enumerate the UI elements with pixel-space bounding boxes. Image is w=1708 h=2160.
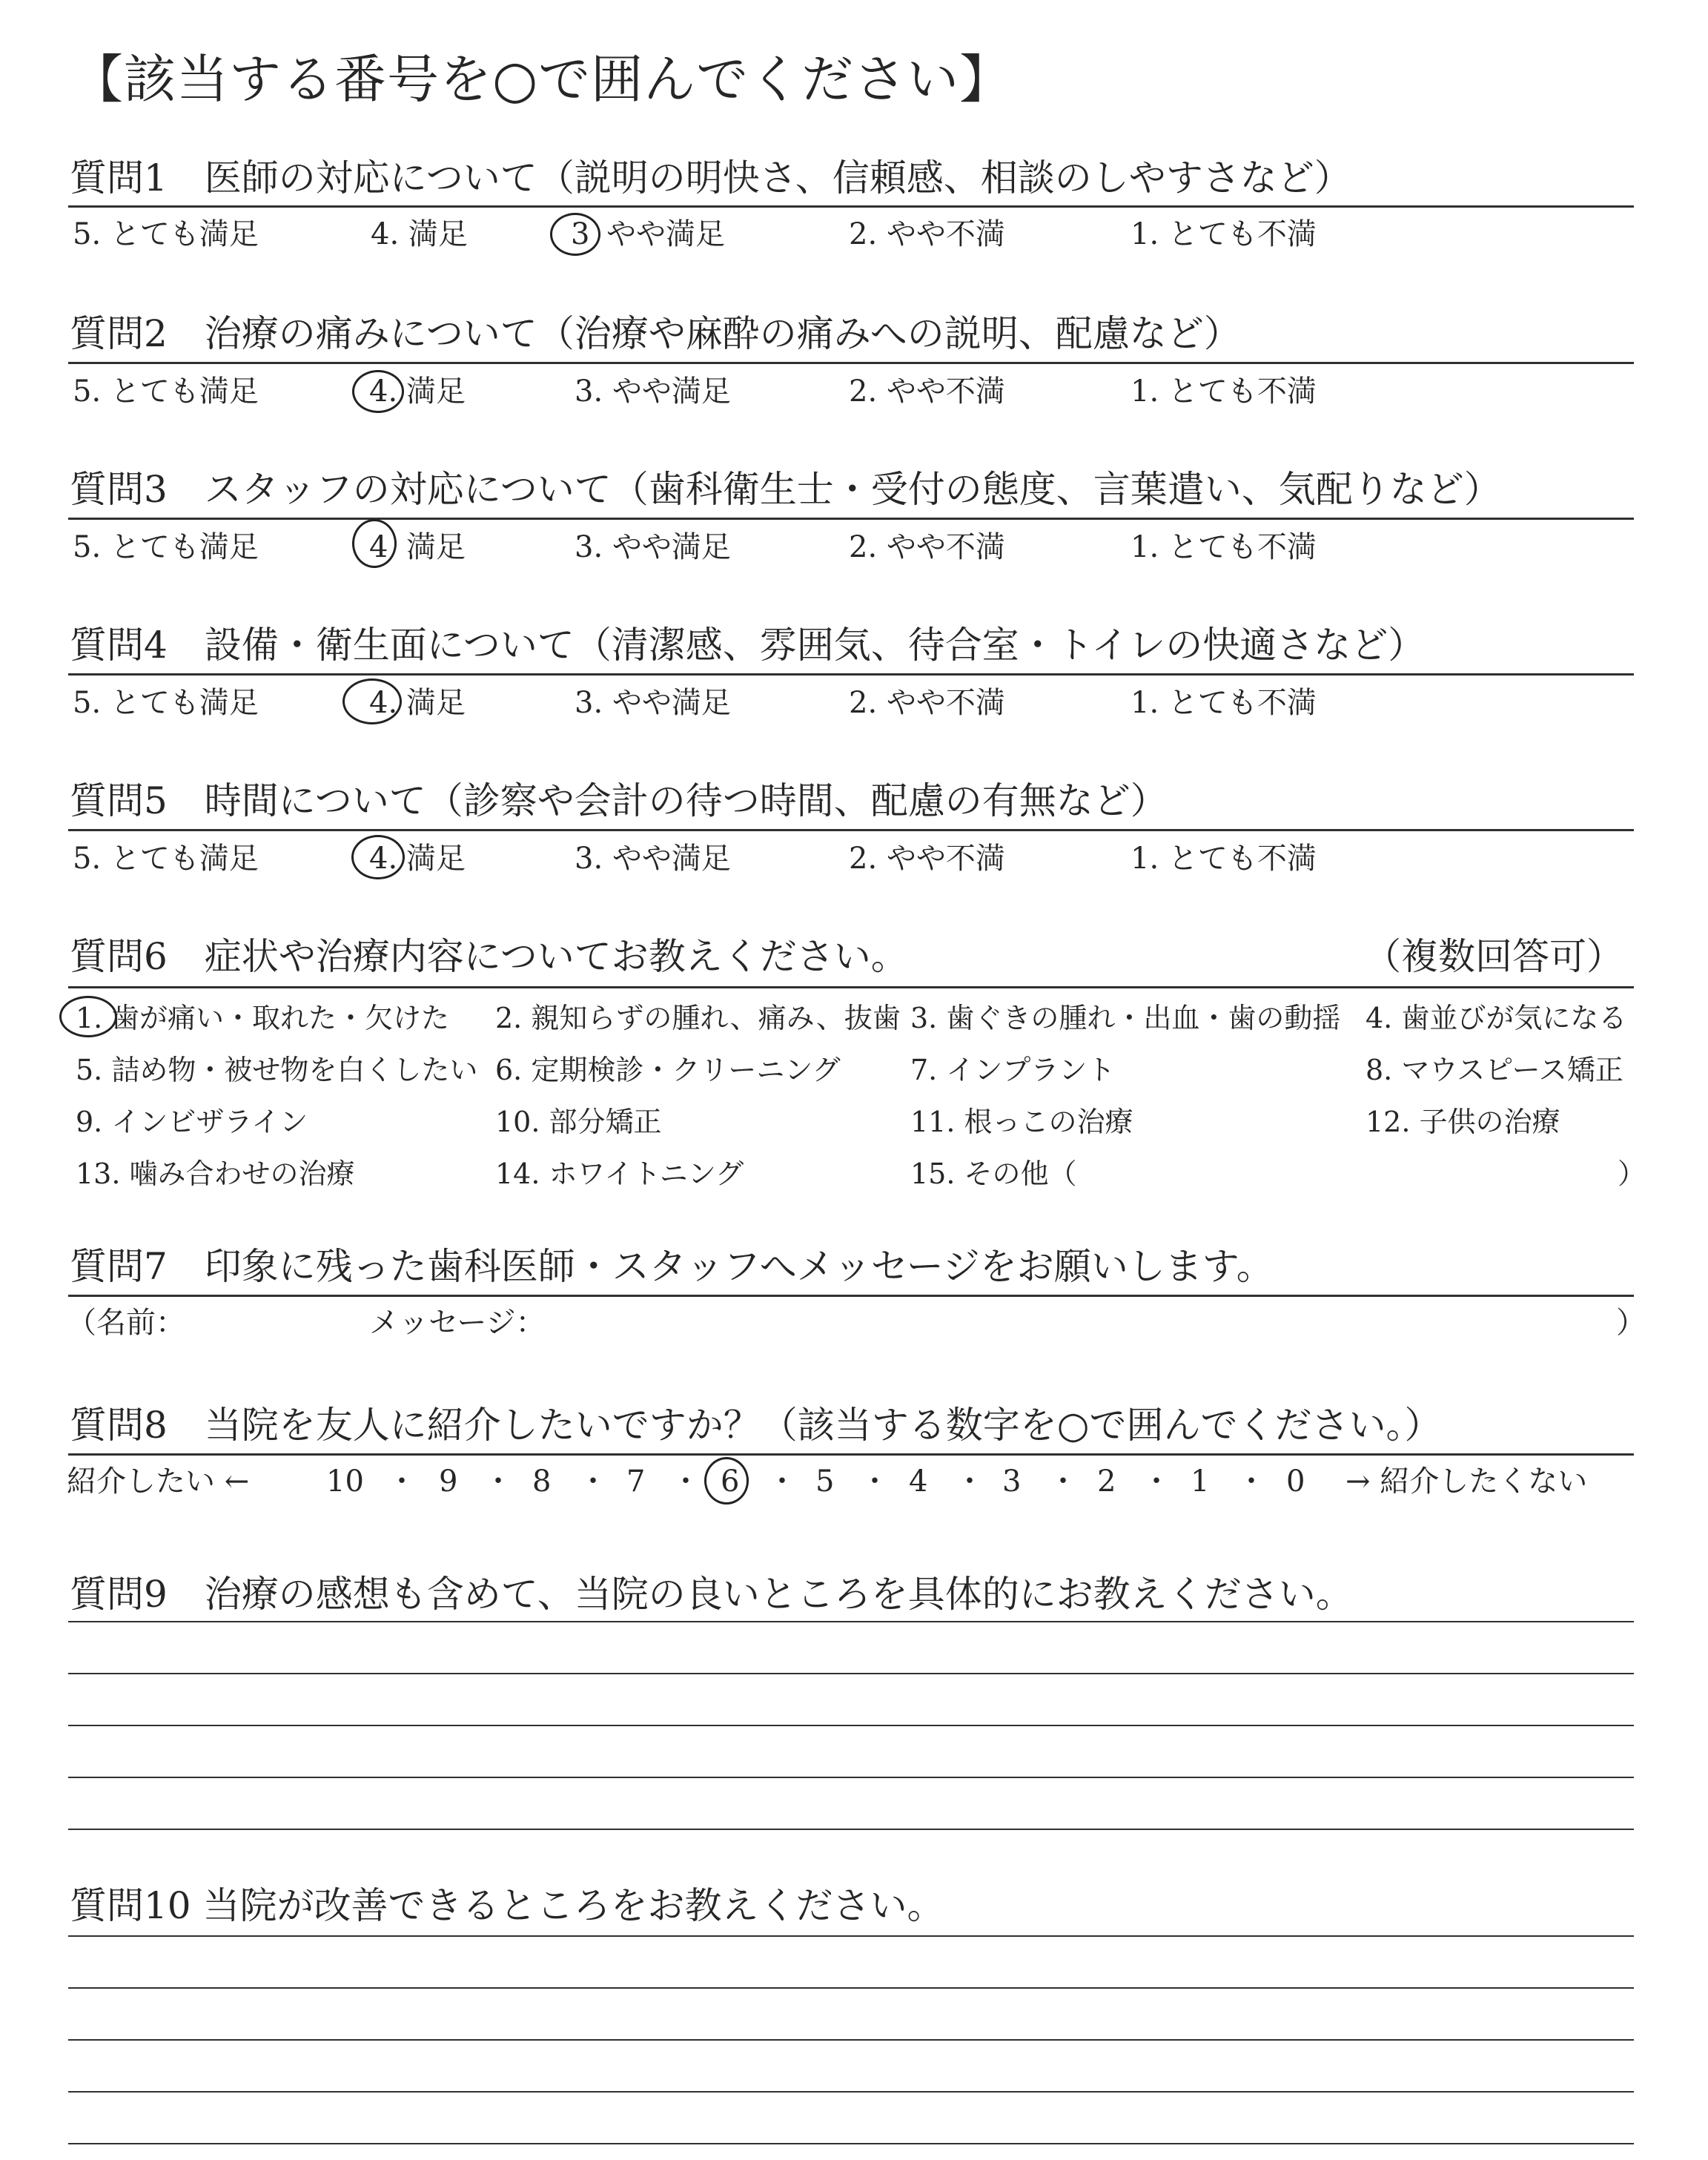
- q5-option-2[interactable]: 2. やや不満: [849, 842, 1005, 876]
- selection-circle: [352, 519, 397, 568]
- q8-separator: ・: [1048, 1464, 1078, 1499]
- question-4-title: 質問4 設備・衛生面について（清潔感、雰囲気、待合室・トイレの快適さなど）: [70, 624, 1426, 667]
- divider: [68, 1453, 1634, 1456]
- selection-circle: [351, 835, 405, 879]
- q6-item-11[interactable]: 11. 根っこの治療: [910, 1106, 1133, 1138]
- q5-option-4-label[interactable]: 満足: [406, 842, 466, 876]
- selection-circle: [342, 678, 402, 724]
- q2-option-5[interactable]: 5. とても満足: [73, 374, 259, 409]
- answer-line[interactable]: [68, 2143, 1634, 2144]
- q6-item-8[interactable]: 8. マウスピース矯正: [1366, 1054, 1623, 1086]
- answer-line[interactable]: [68, 1829, 1634, 1830]
- q7-close-paren: ）: [1616, 1306, 1646, 1340]
- q5-option-1[interactable]: 1. とても不満: [1131, 842, 1317, 876]
- q4-option-4-number[interactable]: 4.: [369, 686, 398, 720]
- answer-line[interactable]: [68, 1987, 1634, 1989]
- q4-option-2[interactable]: 2. やや不満: [849, 686, 1005, 720]
- q3-option-4-label[interactable]: 満足: [406, 530, 466, 564]
- answer-line[interactable]: [68, 2039, 1634, 2041]
- q8-score-7[interactable]: 7: [626, 1464, 646, 1499]
- q5-option-5[interactable]: 5. とても満足: [73, 842, 259, 876]
- q6-item-7[interactable]: 7. インプラント: [910, 1054, 1116, 1086]
- q8-right-label: → 紹介したくない: [1345, 1464, 1588, 1499]
- question-9-title: 質問9 治療の感想も含めて、当院の良いところを具体的にお教えください。: [70, 1573, 1353, 1616]
- q8-score-9[interactable]: 9: [439, 1464, 458, 1499]
- q4-option-3[interactable]: 3. やや満足: [575, 686, 731, 720]
- q6-item-12[interactable]: 12. 子供の治療: [1366, 1106, 1560, 1138]
- q2-option-2[interactable]: 2. やや不満: [849, 374, 1005, 409]
- q4-option-4-label[interactable]: 満足: [406, 686, 466, 720]
- q5-option-3[interactable]: 3. やや満足: [575, 842, 731, 876]
- q8-score-0[interactable]: 0: [1286, 1464, 1305, 1499]
- q6-item-1-label[interactable]: 歯が痛い・取れた・欠けた: [111, 1002, 450, 1034]
- q7-name-label: （名前：: [67, 1306, 185, 1340]
- q2-option-4-number[interactable]: 4.: [369, 374, 398, 409]
- divider: [68, 1295, 1634, 1297]
- q6-item-5[interactable]: 5. 詰め物・被せ物を白くしたい: [76, 1054, 478, 1086]
- selection-circle: [352, 370, 404, 413]
- divider: [68, 986, 1634, 988]
- q7-message-label: メッセージ：: [369, 1306, 546, 1340]
- q3-option-3[interactable]: 3. やや満足: [575, 530, 731, 564]
- divider: [68, 829, 1634, 831]
- q8-separator: ・: [1142, 1464, 1171, 1499]
- selection-circle: [704, 1457, 749, 1505]
- q2-option-1[interactable]: 1. とても不満: [1131, 374, 1317, 409]
- q8-score-10[interactable]: 10: [326, 1464, 364, 1499]
- q6-item-15-close: ）: [1618, 1157, 1646, 1190]
- q1-option-3-number[interactable]: 3: [571, 217, 590, 251]
- divider: [68, 205, 1634, 208]
- selection-circle: [550, 213, 600, 256]
- q8-separator: ・: [578, 1464, 608, 1499]
- q1-option-4[interactable]: 4. 満足: [371, 217, 468, 251]
- q3-option-5[interactable]: 5. とても満足: [73, 530, 259, 564]
- question-6-title: 質問6 症状や治療内容についてお教えください。: [70, 935, 908, 978]
- q8-separator: ・: [767, 1464, 797, 1499]
- q1-option-1[interactable]: 1. とても不満: [1131, 217, 1317, 251]
- q8-score-2[interactable]: 2: [1097, 1464, 1116, 1499]
- q6-item-3[interactable]: 3. 歯ぐきの腫れ・出血・歯の動揺: [910, 1002, 1341, 1034]
- q2-option-3[interactable]: 3. やや満足: [575, 374, 731, 409]
- q8-separator: ・: [387, 1464, 417, 1499]
- q8-separator: ・: [1237, 1464, 1266, 1499]
- q8-score-3[interactable]: 3: [1002, 1464, 1022, 1499]
- q6-item-4[interactable]: 4. 歯並びが気になる: [1366, 1002, 1627, 1034]
- question-3-title: 質問3 スタッフの対応について（歯科衛生士・受付の態度、言葉遣い、気配りなど）: [70, 468, 1501, 511]
- q8-separator: ・: [955, 1464, 984, 1499]
- q8-left-label: 紹介したい ←: [67, 1464, 250, 1499]
- q8-separator: ・: [671, 1464, 701, 1499]
- divider: [68, 673, 1634, 676]
- q5-option-4-number[interactable]: 4.: [369, 842, 398, 876]
- q8-score-8[interactable]: 8: [532, 1464, 552, 1499]
- form-header: 【該当する番号を○で囲んでください】: [71, 49, 1013, 110]
- question-1-title: 質問1 医師の対応について（説明の明快さ、信頼感、相談のしやすさなど）: [70, 156, 1351, 199]
- answer-line[interactable]: [68, 1777, 1634, 1778]
- q6-item-15[interactable]: 15. その他（: [910, 1157, 1077, 1190]
- question-7-title: 質問7 印象に残った歯科医師・スタッフへメッセージをお願いします。: [70, 1245, 1274, 1288]
- q8-score-1[interactable]: 1: [1191, 1464, 1210, 1499]
- q6-item-1-number[interactable]: 1.: [76, 1002, 103, 1034]
- q3-option-4-number[interactable]: 4: [369, 530, 388, 564]
- q8-separator: ・: [483, 1464, 513, 1499]
- question-5-title: 質問5 時間について（診察や会計の待つ時間、配慮の有無など）: [70, 779, 1168, 822]
- answer-line[interactable]: [68, 1621, 1634, 1622]
- q8-score-5[interactable]: 5: [815, 1464, 835, 1499]
- q6-item-14[interactable]: 14. ホワイトニング: [495, 1157, 744, 1190]
- q6-multiple-note: （複数回答可）: [1364, 935, 1623, 978]
- q1-option-3-label[interactable]: やや満足: [606, 217, 725, 251]
- q2-option-4-label[interactable]: 満足: [406, 374, 466, 409]
- q6-item-6[interactable]: 6. 定期検診・クリーニング: [495, 1054, 841, 1086]
- question-2-title: 質問2 治療の痛みについて（治療や麻酔の痛みへの説明、配慮など）: [70, 312, 1241, 355]
- q6-item-9[interactable]: 9. インビザライン: [76, 1106, 308, 1138]
- selection-circle: [59, 996, 117, 1037]
- divider: [68, 362, 1634, 364]
- q6-item-13[interactable]: 13. 噛み合わせの治療: [76, 1157, 355, 1190]
- q1-option-2[interactable]: 2. やや不満: [849, 217, 1005, 251]
- question-10-title: 質問10 当院が改善できるところをお教えください。: [70, 1884, 944, 1927]
- q3-option-2[interactable]: 2. やや不満: [849, 530, 1005, 564]
- q8-score-6[interactable]: 6: [721, 1464, 740, 1499]
- q4-option-5[interactable]: 5. とても満足: [73, 686, 259, 720]
- q8-score-4[interactable]: 4: [909, 1464, 928, 1499]
- question-8-title: 質問8 当院を友人に紹介したいですか？（該当する数字を○で囲んでください。）: [70, 1404, 1442, 1447]
- q6-item-2[interactable]: 2. 親知らずの腫れ、痛み、抜歯: [495, 1002, 901, 1034]
- divider: [68, 518, 1634, 520]
- q8-separator: ・: [860, 1464, 890, 1499]
- answer-line[interactable]: [68, 1673, 1634, 1674]
- answer-line[interactable]: [68, 2091, 1634, 2093]
- q6-item-10[interactable]: 10. 部分矯正: [495, 1106, 662, 1138]
- q4-option-1[interactable]: 1. とても不満: [1131, 686, 1317, 720]
- q3-option-1[interactable]: 1. とても不満: [1131, 530, 1317, 564]
- answer-line[interactable]: [68, 1725, 1634, 1726]
- answer-line[interactable]: [68, 1935, 1634, 1937]
- q1-option-5[interactable]: 5. とても満足: [73, 217, 259, 251]
